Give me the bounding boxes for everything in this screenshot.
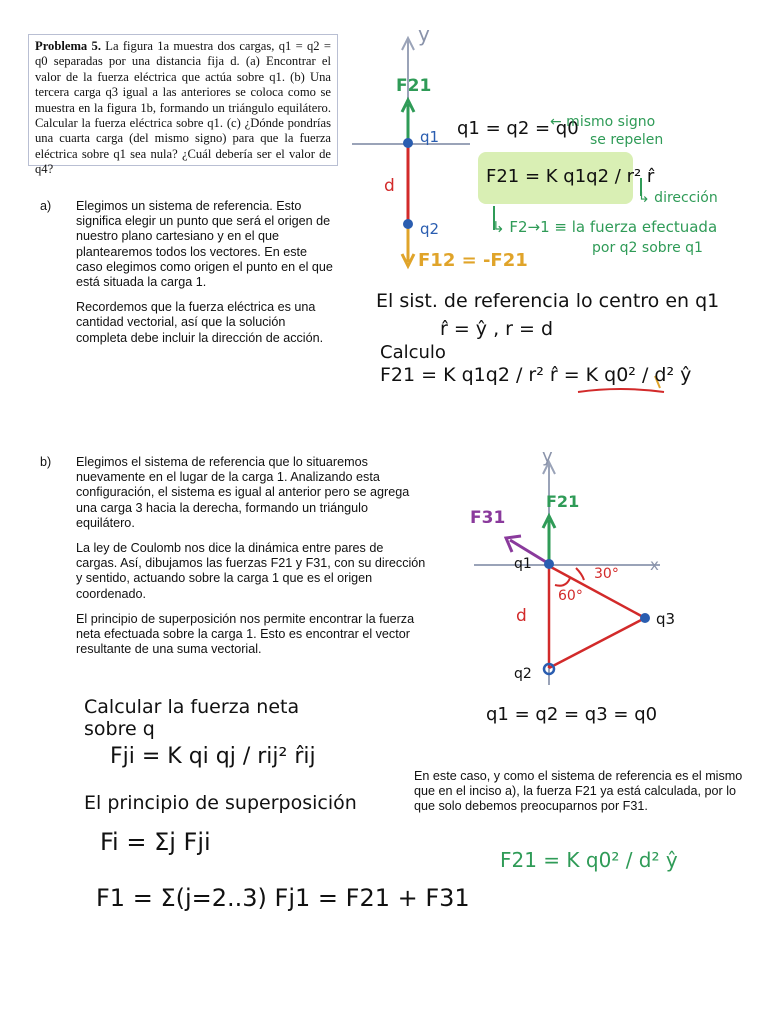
calc-net-title: Calcular la fuerza neta xyxy=(84,696,300,718)
calc-equation-a: F21 = K q1q2 / r² r̂ = K q0² / d² ŷ xyxy=(380,364,692,386)
figure-b-q2-label: q2 xyxy=(514,666,532,682)
part-a-paragraph-1: Elegimos un sistema de referencia. Esto significa elegir un punto que será el origen de nuestro plano cartesiano y en el que plantearemos todos los vectores. En este caso elegimos como origen el punto en el que está situada la carga 1. xyxy=(76,199,333,290)
charges-equal-b: q1 = q2 = q3 = q0 xyxy=(486,704,658,725)
part-b-paragraph-4: En este caso, y como el sistema de referencia es el mismo que en el inciso a), la fuerza F21 ya está calculada, por lo que solo debemos preocuparnos por F31. xyxy=(414,769,743,814)
charges-equal-a: q1 = q2 = q0 xyxy=(457,118,579,139)
figure-a-f12-equation: F12 = -F21 xyxy=(418,250,528,271)
figure-a-f21-label: F21 xyxy=(396,76,432,96)
calc-heading: Calculo xyxy=(380,342,446,363)
part-a-paragraph-2: Recordemos que la fuerza eléctrica es una cantidad vectorial, así que la solución completa debe incluir la dirección de acción. xyxy=(76,300,324,345)
direction-note: ↳ dirección xyxy=(638,190,718,206)
repel-note: se repelen xyxy=(590,132,664,148)
f21-result-equation: F21 = K q0² / d² ŷ xyxy=(500,848,678,872)
figure-b-charge-q1 xyxy=(544,559,554,569)
triangle-side-23 xyxy=(549,618,645,668)
part-a-marker: a) xyxy=(40,199,52,213)
figure-b-q3-label: q3 xyxy=(656,610,676,628)
angle-arc-30 xyxy=(576,568,584,580)
angle-60-label: 60° xyxy=(558,588,583,604)
force-definition: ↳ F2→1 ≡ la fuerza efectuada xyxy=(492,218,718,236)
net-force-sum-equation: F1 = Σ(j=2..3) Fj1 = F21 + F31 xyxy=(96,884,470,912)
problem-text: La figura 1a muestra dos cargas, q1 = q2 = q0 separadas por una distancia fija d. (a) Encontrar el valor de la fuerza eléctrica que actúa sobre q1. (b) Una tercera carga q3 igual a las anteriores se coloca como se muestra en la figura 1b, formando un triángulo equilátero. Calcular la fuerza eléctrica sobre q1. (c) ¿Dónde pondrías una cuarta carga (del mismo signo) para que la fuerza eléctrica sobre q1 sea nula? ¿Cuál debería ser el valor de q4? xyxy=(35,39,331,177)
figure-b-charge-q3 xyxy=(640,613,650,623)
angle-30-label: 30° xyxy=(594,566,619,582)
figure-b-x-label: x xyxy=(650,556,659,574)
figure-b-q1-label: q1 xyxy=(514,556,532,572)
part-b-marker: b) xyxy=(40,455,52,469)
superposition-equation: Fi = Σj Fji xyxy=(100,828,211,856)
part-b-paragraph-1: Elegimos el sistema de referencia que lo situaremos nuevamente en el lugar de la carga 1. Analizando esta configuración, el sistema es igual al anterior pero se agrega una carga 3 hacia la derecha, formando un triángulo equilátero. xyxy=(76,455,410,530)
figure-b-f21-label: F21 xyxy=(546,492,580,511)
reference-note: El sist. de referencia lo centro en q1 xyxy=(376,290,720,312)
figure-b-f31-label: F31 xyxy=(470,508,506,528)
angle-arc-60 xyxy=(555,578,570,586)
same-sign-note: ← mismo signo xyxy=(550,114,656,130)
force-definition-2: por q2 sobre q1 xyxy=(592,240,703,256)
coulomb-general-equation: Fji = K qi qj / rij² r̂ij xyxy=(110,744,316,769)
problem-title: Problema 5. xyxy=(35,39,101,53)
figure-a-y-label: y xyxy=(418,22,430,46)
calc-net-title-2: sobre q xyxy=(84,718,155,740)
rhat-definition: r̂ = ŷ , r = d xyxy=(440,318,554,340)
figure-a-d-label: d xyxy=(384,176,395,196)
figure-a-q1-label: q1 xyxy=(420,128,440,146)
figure-a-q2-label: q2 xyxy=(420,220,440,238)
superposition-title: El principio de superposición xyxy=(84,792,357,814)
figure-b-d-label: d xyxy=(516,606,527,626)
figure-b-y-label: y xyxy=(542,446,553,467)
part-b-paragraph-3: El principio de superposición nos permite encontrar la fuerza neta efectuada sobre la carga 1. Esto es encontrar el vector resultante de una suma vectorial. xyxy=(76,611,415,657)
coulomb-equation-a: F21 = K q1q2 / r² r̂ xyxy=(486,166,655,187)
part-b-paragraph-2: La ley de Coulomb nos dice la dinámica entre pares de cargas. Así, dibujamos las fuerzas F21 y F31, con su dirección y sentido, actuando sobre la carga 1 que es el origen coordenado. xyxy=(76,541,426,601)
